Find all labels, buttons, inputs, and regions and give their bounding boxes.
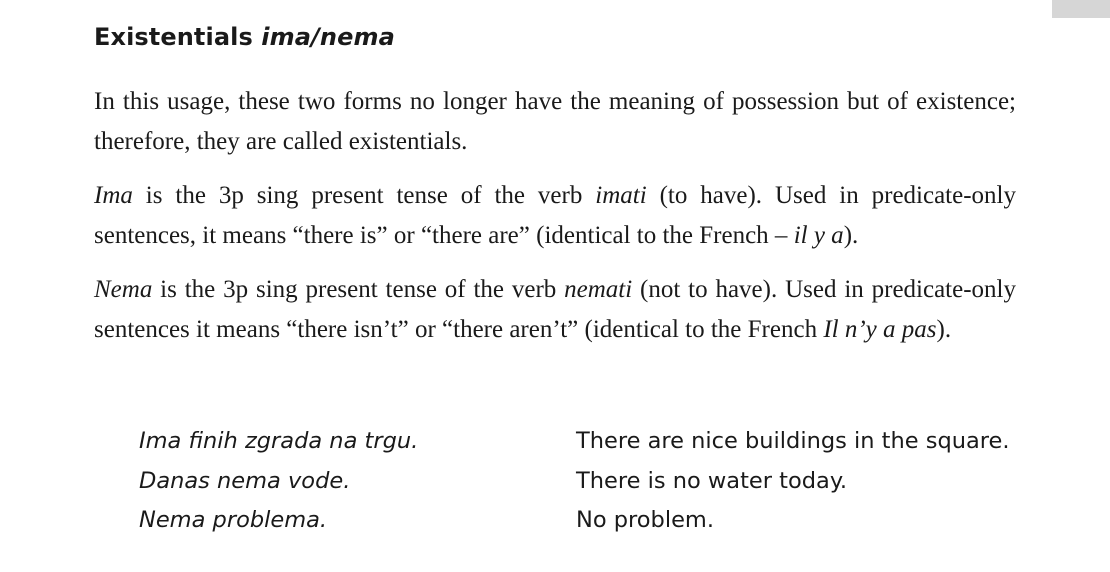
paragraph-nema — [94, 270, 1016, 349]
p3-text-2: (not to have). Used in predicate-only sentences it means “there isn’t” or “there aren’t” (identical to the French — [94, 276, 1016, 343]
p3-text-3: ). — [936, 315, 952, 343]
p2-text-1: is the 3p sing present tense of the verb — [132, 182, 596, 209]
example-source: Danas nema vode. — [139, 467, 351, 494]
example-row — [139, 501, 1019, 541]
example-translation: There are nice buildings in the square. — [576, 428, 1010, 454]
example-translation: No problem. — [576, 507, 714, 533]
p2-text-2: (to have). Used in predicate-only sentences, it means “there is” or “there are” (identical to the French – — [94, 182, 1016, 249]
example-translation: There is no water today. — [576, 467, 848, 494]
page-corner-tab — [1052, 0, 1110, 18]
example-source: Nema problema. — [139, 507, 328, 533]
term-ima: Ima — [94, 182, 133, 209]
example-source: Ima finih zgrada na trgu. — [139, 428, 419, 454]
heading-prefix: Existentials — [94, 23, 262, 51]
term-nema: Nema — [94, 276, 153, 303]
p2-text-3: ). — [843, 221, 859, 249]
example-row — [139, 422, 1019, 462]
heading-italic-term: ima/nema — [261, 23, 395, 51]
example-row — [139, 462, 1019, 502]
term-il-y-a: il y a — [793, 221, 844, 249]
term-nemati: nemati — [564, 276, 633, 303]
paragraph-existence: In this usage, these two forms no longer have the meaning of possession but of existence; therefore, they are called existentials. — [94, 88, 1016, 155]
term-il-ny-a-pas: Il n’y a pas — [823, 315, 937, 343]
paragraph-ima — [94, 176, 1016, 255]
term-imati: imati — [595, 182, 647, 209]
p3-text-1: is the 3p sing present tense of the verb — [152, 276, 565, 303]
example-sentences — [139, 422, 1019, 541]
section-heading — [94, 23, 395, 51]
